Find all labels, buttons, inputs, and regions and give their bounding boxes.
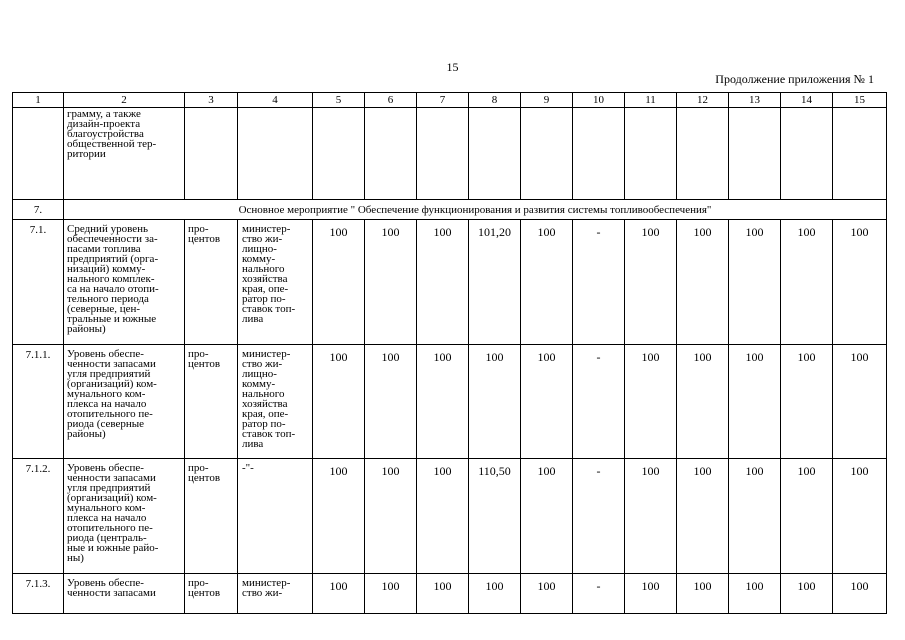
text-line: нального	[242, 263, 285, 275]
text-line: центов	[188, 587, 221, 599]
column-number: 1	[13, 93, 64, 108]
text-line: ратор по-	[242, 293, 286, 305]
value-cell: 100	[469, 574, 521, 614]
text-line: (организаций) ком-	[67, 492, 157, 504]
unit	[185, 574, 238, 614]
value-cell: 100	[677, 459, 729, 574]
table-row	[13, 574, 887, 614]
text-line: тральные и южные	[67, 313, 157, 325]
text-line: угля предприятий	[67, 368, 151, 380]
text-line: нального комплек-	[67, 273, 155, 285]
text-line: центов	[188, 472, 221, 484]
text-line: лива	[242, 313, 264, 325]
value-cell: 100	[729, 459, 781, 574]
table-row	[13, 220, 887, 345]
text-line: министер-	[242, 223, 291, 235]
value-cell: 100	[469, 345, 521, 459]
value-cell: 100	[833, 459, 887, 574]
text-line: риода (северные	[67, 418, 145, 430]
text-line: хозяйства	[242, 273, 288, 285]
column-number: 8	[469, 93, 521, 108]
value-cell: 100	[781, 220, 833, 345]
value-cell: 100	[313, 345, 365, 459]
text-line: (северные, цен-	[67, 303, 141, 315]
value-cell: 100	[313, 459, 365, 574]
value-cell: 100	[625, 574, 677, 614]
text-line: обеспеченности за-	[67, 233, 158, 245]
section-row	[13, 200, 887, 220]
table-row	[13, 459, 887, 574]
text-line: центов	[188, 233, 221, 245]
value-cell: 101,20	[469, 220, 521, 345]
text-line: низаций) комму-	[67, 263, 146, 275]
text-line: края, опе-	[242, 408, 289, 420]
value-cell: 100	[521, 574, 573, 614]
row-code: 7.1.	[13, 220, 64, 345]
text-line: центов	[188, 358, 221, 370]
text-line: Средний уровень	[67, 223, 148, 235]
unit	[185, 459, 238, 574]
value-cell: 100	[417, 459, 469, 574]
indicators-table	[12, 92, 887, 614]
continuation-label: Продолжение приложения № 1	[715, 72, 874, 86]
value-cell: 100	[417, 220, 469, 345]
value-cell: 100	[625, 345, 677, 459]
text-line: (организаций) ком-	[67, 378, 157, 390]
text-line: районы)	[67, 323, 106, 335]
text-line: ные и южные райо-	[67, 542, 159, 554]
indicator-name	[64, 574, 185, 614]
text-line: про-	[188, 462, 209, 474]
value-cell: -	[573, 345, 625, 459]
section-title: Основное мероприятие " Обеспечение функционирования и развития системы топливообеспечения"	[64, 200, 887, 220]
text-line: дизайн-проекта	[67, 118, 141, 130]
row-code: 7.1.2.	[13, 459, 64, 574]
text-line: комму-	[242, 253, 276, 265]
value-cell: 100	[677, 574, 729, 614]
executor	[238, 459, 313, 574]
row-code: 7.1.3.	[13, 574, 64, 614]
text-line: са на начало отопи-	[67, 283, 159, 295]
value-cell: 100	[417, 345, 469, 459]
text-line: края, опе-	[242, 283, 289, 295]
value-cell: 100	[625, 459, 677, 574]
text-line: ство жи-	[242, 233, 283, 245]
text-line: про-	[188, 223, 209, 235]
continued-row	[13, 108, 887, 200]
text-line: мунального ком-	[67, 388, 146, 400]
column-number: 9	[521, 93, 573, 108]
text-line: угля предприятий	[67, 482, 151, 494]
text-line: Уровень обеспе-	[67, 577, 144, 589]
text-line: общественной тер-	[67, 138, 157, 150]
value-cell: -	[573, 459, 625, 574]
text-line: ставок топ-	[242, 428, 296, 440]
value-cell: 100	[521, 345, 573, 459]
value-cell: 100	[365, 345, 417, 459]
value-cell: -	[573, 220, 625, 345]
column-number: 13	[729, 93, 781, 108]
text-line: благоустройства	[67, 128, 144, 140]
column-number-row	[13, 93, 887, 108]
column-number: 12	[677, 93, 729, 108]
value-cell: 100	[729, 574, 781, 614]
executor	[238, 574, 313, 614]
value-cell: 100	[313, 574, 365, 614]
indicator-name	[64, 459, 185, 574]
text-line: ченности запасами	[67, 472, 156, 484]
value-cell: 100	[365, 220, 417, 345]
text-line: мунального ком-	[67, 502, 146, 514]
executor	[238, 345, 313, 459]
column-number: 3	[185, 93, 238, 108]
text-line: хозяйства	[242, 398, 288, 410]
column-number: 10	[573, 93, 625, 108]
page-number: 15	[446, 60, 459, 74]
text-line: районы)	[67, 428, 106, 440]
text-line: министер-	[242, 577, 291, 589]
text-line: риода (централь-	[67, 532, 147, 544]
text-line: ратор по-	[242, 418, 286, 430]
text-line: про-	[188, 577, 209, 589]
value-cell: 100	[729, 345, 781, 459]
value-cell: 100	[313, 220, 365, 345]
text-line: Уровень обеспе-	[67, 462, 144, 474]
value-cell: 100	[833, 574, 887, 614]
text-line: ставок топ-	[242, 303, 296, 315]
column-number: 15	[833, 93, 887, 108]
table-row	[13, 345, 887, 459]
text-line: пасами топлива	[67, 243, 141, 255]
indicator-name	[64, 345, 185, 459]
text-line: ство жи-	[242, 358, 283, 370]
text-line: отопительного пе-	[67, 522, 153, 534]
value-cell: 100	[417, 574, 469, 614]
value-cell: 100	[521, 220, 573, 345]
text-line: лива	[242, 438, 264, 450]
column-number: 11	[625, 93, 677, 108]
text-line: Уровень обеспе-	[67, 348, 144, 360]
indicator-name	[64, 220, 185, 345]
continued-name	[64, 108, 185, 200]
value-cell: 110,50	[469, 459, 521, 574]
text-line: лищно-	[242, 368, 277, 380]
value-cell: 100	[365, 574, 417, 614]
text-line: нального	[242, 388, 285, 400]
value-cell: 100	[677, 220, 729, 345]
column-number: 7	[417, 93, 469, 108]
text-line: ны)	[67, 552, 84, 564]
text-line: ство жи-	[242, 587, 283, 599]
column-number: 14	[781, 93, 833, 108]
text-line: лищно-	[242, 243, 277, 255]
value-cell: 100	[833, 345, 887, 459]
value-cell: 100	[781, 459, 833, 574]
text-line: плекса на начало	[67, 512, 147, 524]
value-cell: 100	[781, 574, 833, 614]
column-number: 6	[365, 93, 417, 108]
text-line: министер-	[242, 348, 291, 360]
column-number: 4	[238, 93, 313, 108]
value-cell: 100	[625, 220, 677, 345]
column-number: 2	[64, 93, 185, 108]
value-cell: 100	[365, 459, 417, 574]
unit	[185, 345, 238, 459]
text-line: ченности запасами	[67, 358, 156, 370]
text-line: отопительного пе-	[67, 408, 153, 420]
column-number: 5	[313, 93, 365, 108]
value-cell: 100	[729, 220, 781, 345]
text-line: комму-	[242, 378, 276, 390]
text-line: плекса на начало	[67, 398, 147, 410]
text-line: про-	[188, 348, 209, 360]
text-line: тельного периода	[67, 293, 149, 305]
executor	[238, 220, 313, 345]
value-cell: 100	[781, 345, 833, 459]
row-code: 7.1.1.	[13, 345, 64, 459]
text-line: предприятий (орга-	[67, 253, 159, 265]
text-line: -"-	[242, 462, 254, 474]
value-cell: 100	[833, 220, 887, 345]
text-line: ченности запасами	[67, 587, 156, 599]
unit	[185, 220, 238, 345]
text-line: грамму, а также	[67, 108, 141, 120]
value-cell: 100	[677, 345, 729, 459]
text-line: ритории	[67, 148, 106, 160]
value-cell: 100	[521, 459, 573, 574]
section-code: 7.	[13, 200, 64, 220]
value-cell: -	[573, 574, 625, 614]
